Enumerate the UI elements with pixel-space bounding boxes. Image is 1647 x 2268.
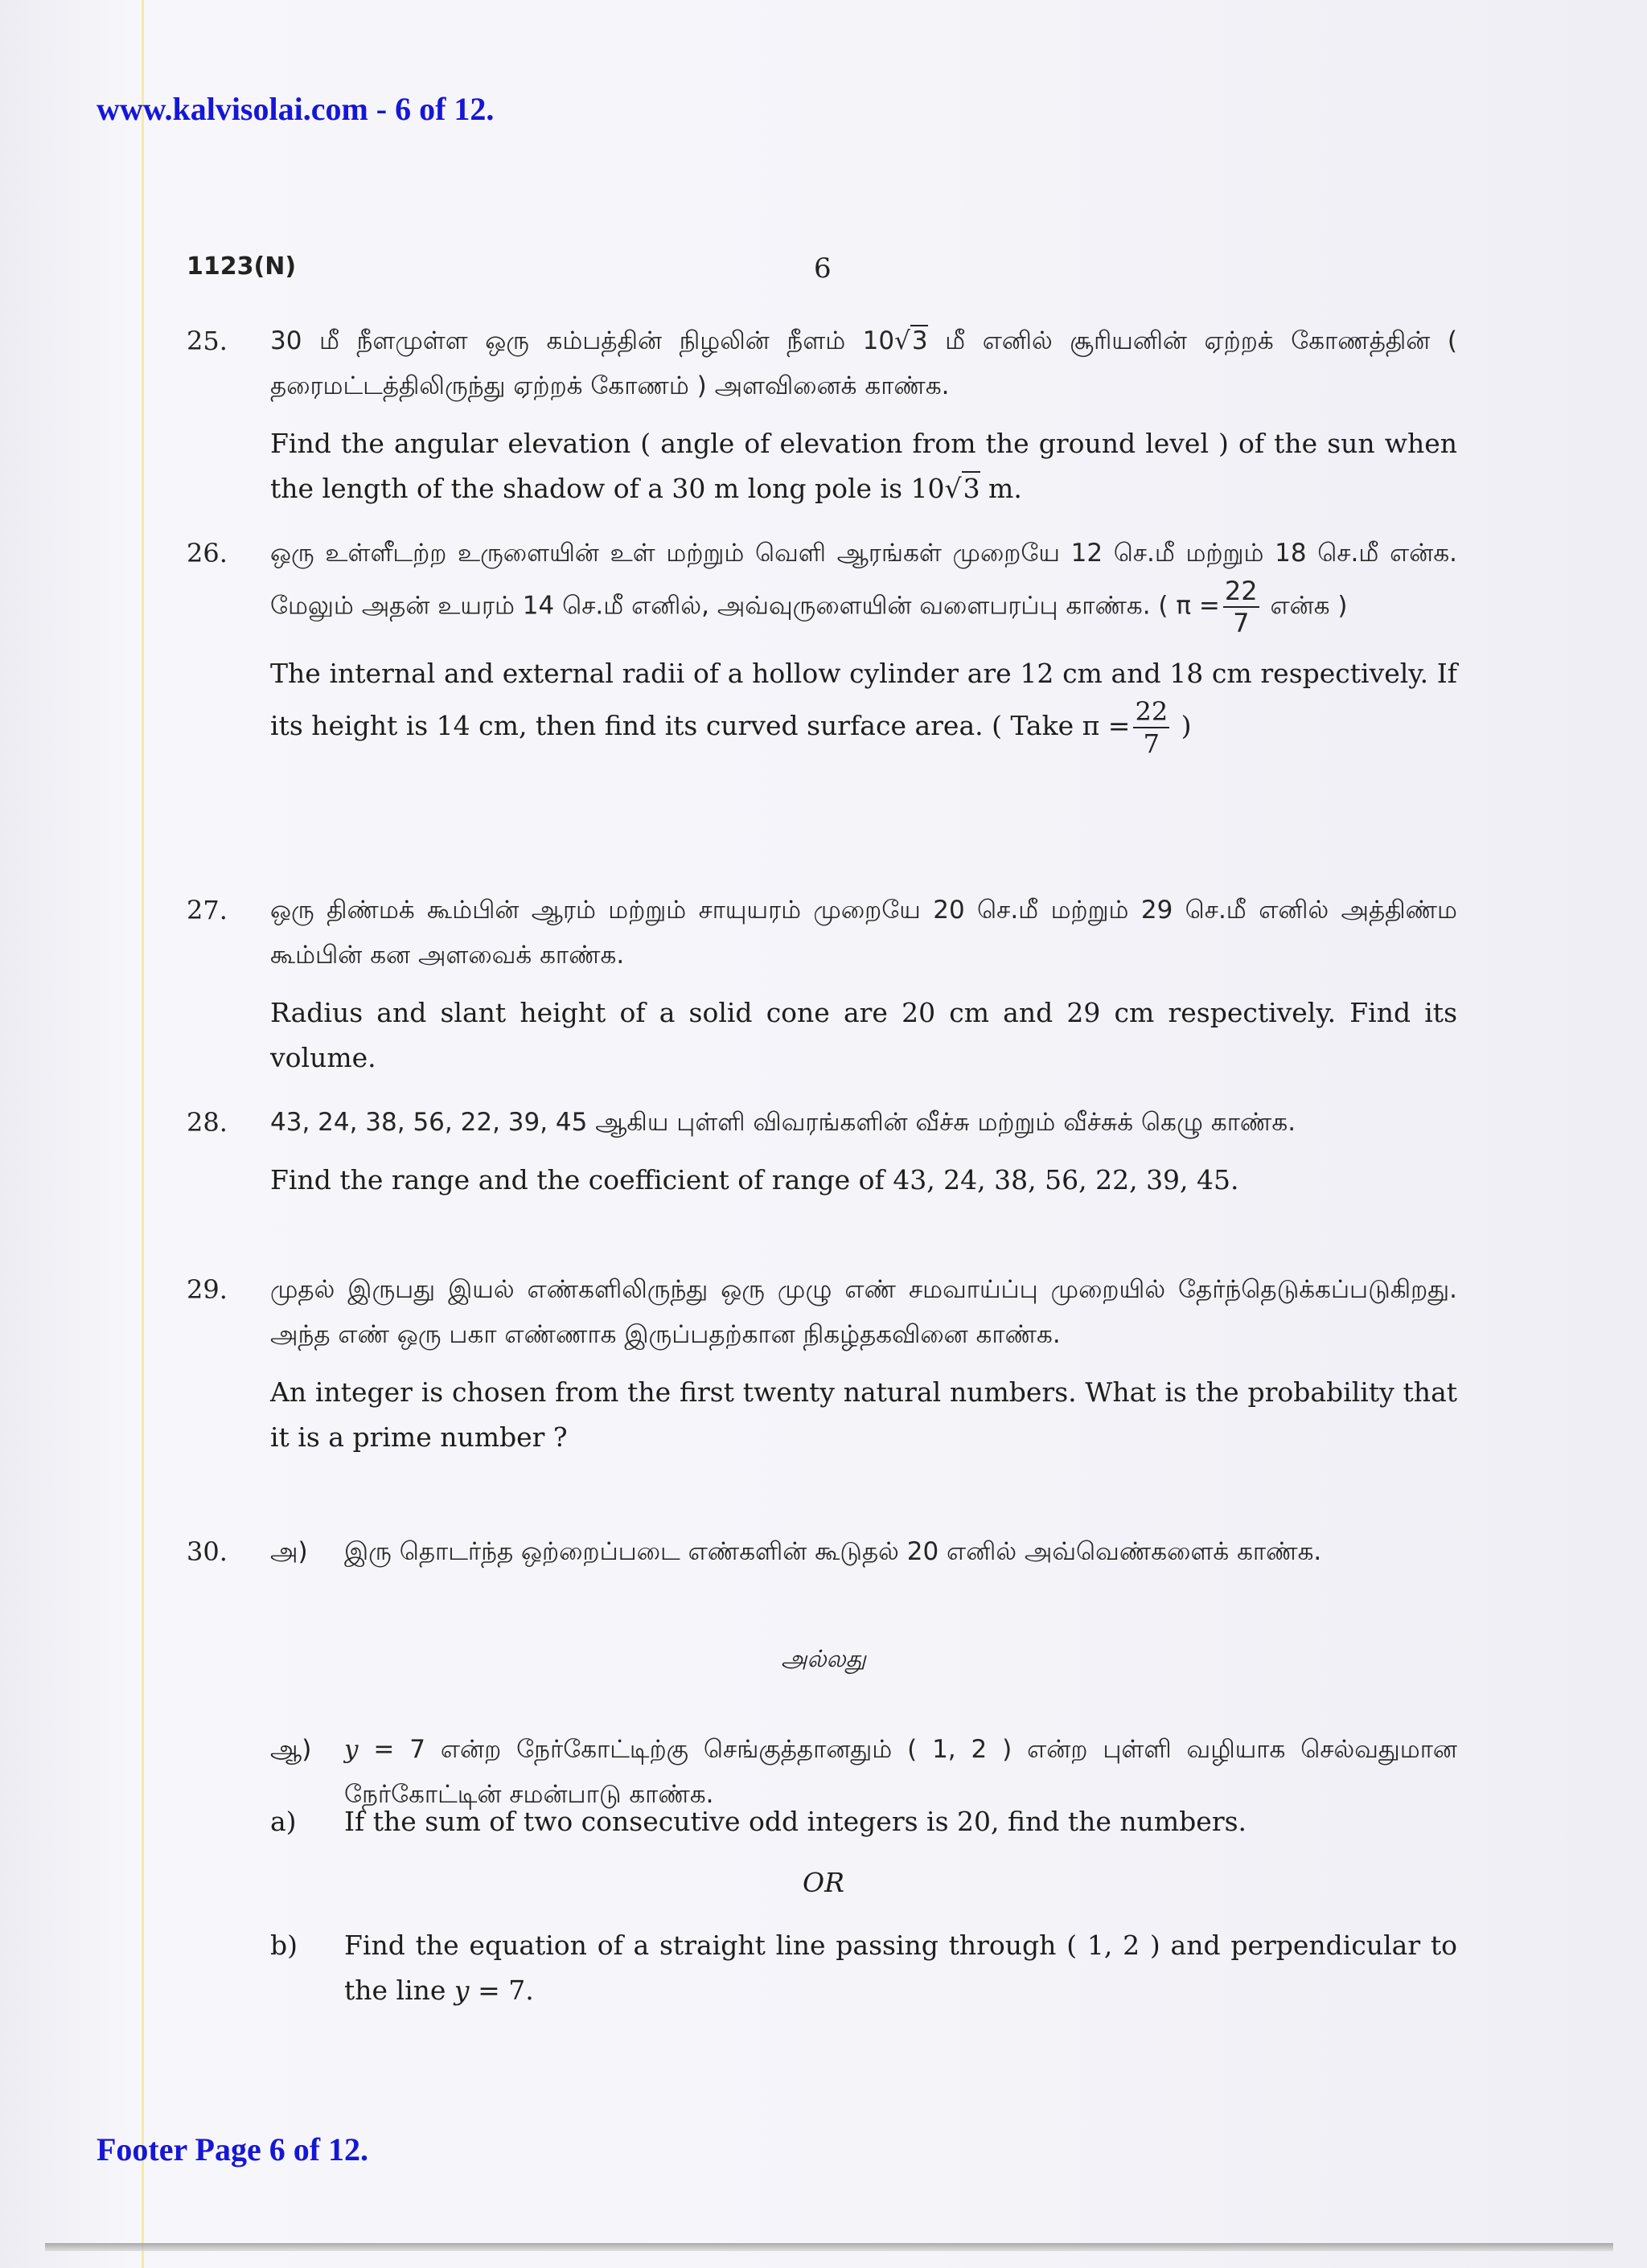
- option-label: a): [270, 1806, 297, 1837]
- option-text: If the sum of two consecutive odd integers is 20, find the numbers.: [344, 1806, 1247, 1837]
- question-english: Radius and slant height of a solid cone are 20 cm and 29 cm respectively. Find its volume.: [270, 997, 1457, 1073]
- question-body: [270, 1267, 1457, 1460]
- question-body: [270, 1100, 1457, 1203]
- question-english: Find the range and the coefficient of range of 43, 24, 38, 56, 22, 39, 45.: [270, 1164, 1239, 1196]
- text-segment: m.: [980, 473, 1022, 504]
- question-number: 29.: [187, 1274, 228, 1305]
- question-body: [270, 888, 1457, 1081]
- page-header: [187, 252, 1457, 293]
- text-segment: The internal and external radii of a hollow cylinder are 12 cm and 18 cm respectively. If its height is 14 cm, then find its curved surface area. ( Take: [270, 658, 1457, 741]
- question-body: [270, 318, 1457, 511]
- pi-symbol: π =: [1176, 591, 1220, 621]
- text-segment: Find the angular elevation ( angle of elevation from the ground level ) of the sun when the length of the shadow of a 30 m long pole is 10: [270, 428, 1457, 504]
- question-number: 25.: [187, 326, 228, 356]
- question-body: [270, 531, 1457, 759]
- page-edge-shadow: [45, 2243, 1613, 2251]
- fraction: [1133, 696, 1169, 759]
- paper-code: 1123(N): [187, 252, 297, 281]
- fraction-numerator: 22: [1224, 576, 1258, 606]
- text-segment: = 7 என்ற நேர்கோட்டிற்கு செங்குத்தானதும் ( 1, 2 ) என்ற புள்ளி வழியாக செல்வதுமான நேர்கோட்டின் சமன்பாடு காண்க.: [344, 1735, 1457, 1809]
- option-label: b): [270, 1930, 298, 1961]
- question-number: 28.: [187, 1107, 228, 1138]
- text-segment: Find the equation of a straight line passing through ( 1, 2 ) and perpendicular to the line: [344, 1930, 1457, 2006]
- question-english: [270, 651, 1457, 759]
- option-label: ஆ): [270, 1735, 312, 1764]
- question-tamil: [270, 318, 1457, 408]
- margin-line: [142, 0, 144, 2268]
- question-english: [270, 421, 1457, 511]
- question-tamil: முதல் இருபது இயல் எண்களிலிருந்து ஒரு முழு எண் சமவாய்ப்பு முறையில் தேர்ந்தெடுக்கப்படுகிறது. அந்த எண் ஒரு பகா எண்ணாக இருப்பதற்கான நிகழ்தகவினை காண்க.: [270, 1275, 1457, 1349]
- or-separator-tamil: அல்லது: [781, 1645, 866, 1672]
- pi-symbol: π =: [1082, 710, 1131, 741]
- question-number: 27.: [187, 895, 228, 925]
- question-number: 26.: [187, 538, 228, 568]
- question-tamil: ஒரு திண்மக் கூம்பின் ஆரம் மற்றும் சாயுயரம் முறையே 20 செ.மீ மற்றும் 29 செ.மீ எனில் அத்திண்ம கூம்பின் கன அளவைக் காண்க.: [270, 896, 1457, 970]
- question-30: [187, 1529, 1457, 2028]
- text-segment: 30 மீ நீளமுள்ள ஒரு கம்பத்தின் நிழலின் நீளம் 10: [270, 326, 895, 355]
- or-separator-english: OR: [803, 1867, 844, 1898]
- option-text: [344, 1923, 1457, 2013]
- text-segment: மீ எனில் சூரியனின் ஏற்றக் கோணத்தின் ( தரைமட்டத்திலிருந்து ஏற்றக் கோணம் ) அளவினைக் காண்க.: [270, 326, 1457, 400]
- site-watermark-link[interactable]: www.kalvisolai.com - 6 of 12.: [97, 91, 495, 127]
- sqrt-symbol: √3: [894, 326, 928, 355]
- option-text: இரு தொடர்ந்த ஒற்றைப்படை எண்களின் கூடுதல் 20 எனில் அவ்வெண்களைக் காண்க.: [344, 1537, 1322, 1566]
- option-label: அ): [270, 1537, 308, 1566]
- variable-y: y: [344, 1735, 359, 1764]
- radicand: 3: [911, 326, 928, 355]
- question-tamil: [270, 531, 1457, 638]
- page-number: 6: [814, 252, 832, 285]
- fraction-denominator: 7: [1143, 728, 1160, 759]
- question-number: 30.: [187, 1536, 228, 1567]
- question-tamil: 43, 24, 38, 56, 22, 39, 45 ஆகிய புள்ளி விவரங்களின் வீச்சு மற்றும் வீச்சுக் கெழு காண்க.: [270, 1108, 1296, 1137]
- fraction-denominator: 7: [1233, 608, 1250, 638]
- text-segment: என்க ): [1262, 591, 1348, 621]
- radicand: 3: [963, 473, 980, 504]
- footer-page-note: Footer Page 6 of 12.: [97, 2131, 369, 2168]
- fraction: [1223, 576, 1259, 638]
- text-segment: ): [1173, 710, 1192, 741]
- text-segment: = 7.: [469, 1975, 534, 2006]
- text-segment: ஒரு உள்ளீடற்ற உருளையின் உள் மற்றும் வெளி ஆரங்கள் முறையே 12 செ.மீ மற்றும் 18 செ.மீ என்க. மேலும் அதன் உயரம் 14 செ.மீ எனில், அவ்வுருளையின் வளைபரப்பு காண்க. (: [270, 539, 1457, 621]
- fraction-numerator: 22: [1135, 696, 1169, 727]
- variable-y: y: [454, 1975, 470, 2006]
- question-english: An integer is chosen from the first twenty natural numbers. What is the probability that it is a prime number ?: [270, 1376, 1457, 1453]
- sqrt-symbol: √3: [944, 473, 980, 504]
